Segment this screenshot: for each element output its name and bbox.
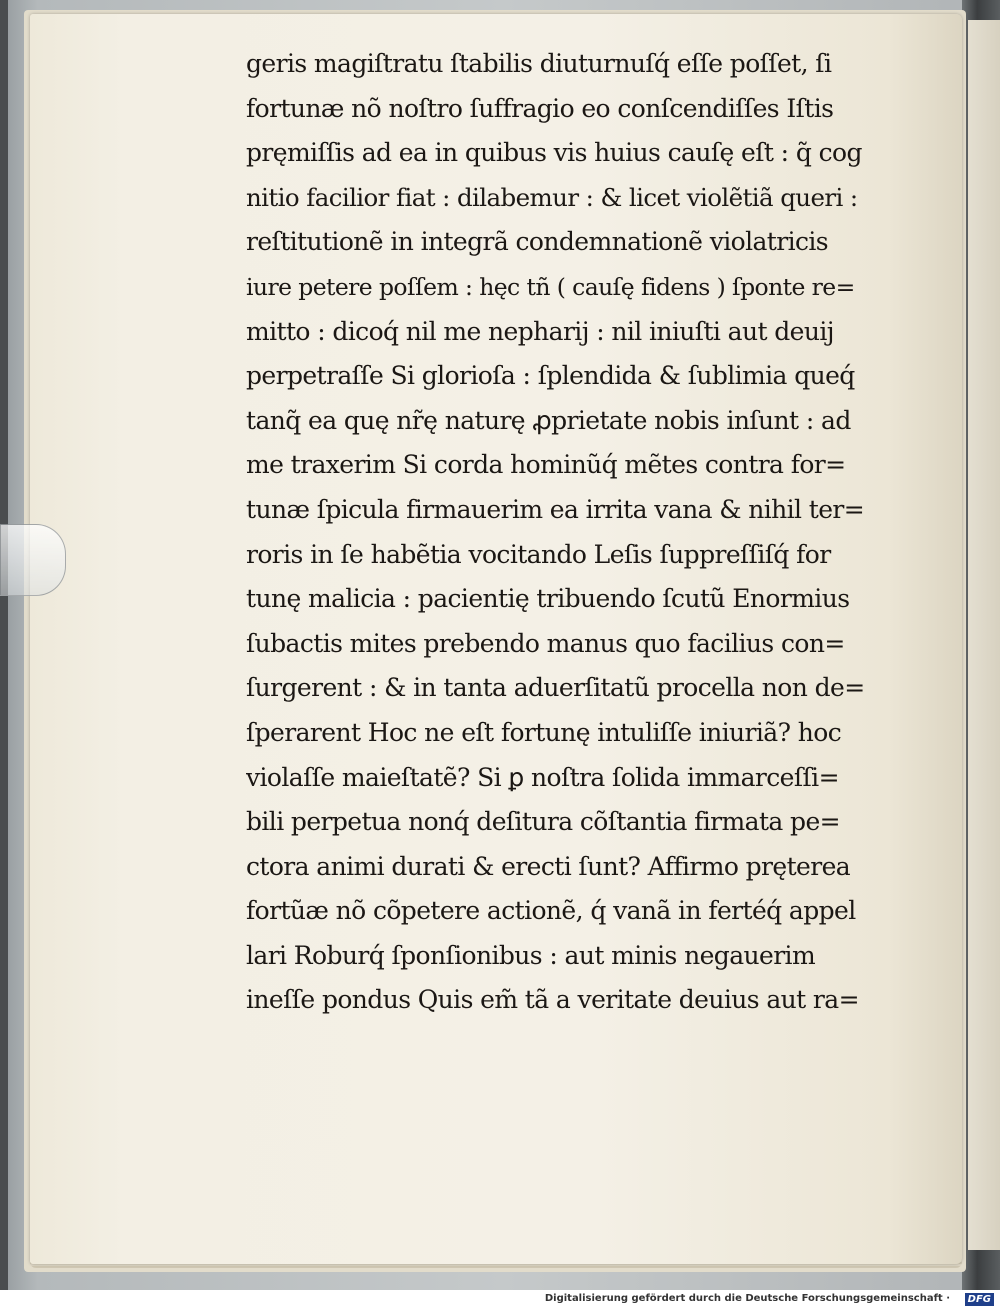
text-line: nitio facilior fiat : dilabemur : & licet violẽtiã queri :: [246, 182, 858, 212]
text-line: perpetraſſe Si glorioſa : ſplendida & ſublimia queq́: [246, 361, 855, 391]
text-line: ineſſe pondus Quis em̃ tã a veritate deuius aut ra=: [246, 985, 859, 1015]
text-line: fortunæ nõ noſtro ſuffragio eo conſcendiſſes Iſtis: [246, 93, 834, 123]
text-line: ctora animi durati & erecti ſunt? Affirmo pręterea: [246, 851, 851, 881]
text-line: iure petere poſſem : hęc tñ ( cauſę fidens ) ſponte re=: [246, 272, 855, 301]
text-line: roris in ſe habẽtia vocitando Leſis ſuppreſſiſq́ for: [246, 539, 831, 569]
text-line: ſubactis mites prebendo manus quo facilius con=: [246, 628, 845, 658]
digitization-footer: [0, 1290, 1000, 1309]
text-line: ſperarent Hoc ne eſt fortunę intuliſſe iniuriã? hoc: [246, 717, 842, 747]
text-line: bili perpetua nonq́ deſitura cõſtantia firmata pe=: [246, 807, 840, 837]
text-line: geris magiſtratu ſtabilis diuturnuſq́ eſſe poſſet, ſi: [246, 49, 832, 78]
text-line: reſtitutionẽ in integrã condemnationẽ violatricis: [246, 227, 829, 257]
funding-credit: Digitalisierung gefördert durch die Deutsche Forschungsgemeinschaft ·: [544, 1293, 950, 1304]
text-line: tunæ ſpicula firmauerim ea irrita vana & nihil ter=: [246, 494, 865, 524]
text-line: lari Roburq́ ſponſionibus : aut minis negauerim: [246, 940, 816, 970]
text-line: mitto : dicoq́ nil me nepharij : nil iniuſti aut deuij: [246, 316, 834, 346]
text-line: violaſſe maieſtatẽ? Si ꝑ noſtra ſolida immarceſſi=: [246, 762, 839, 792]
text-line: me traxerim Si corda hominũq́ mẽtes contra for=: [246, 450, 846, 480]
page-text-block: [246, 42, 866, 1023]
facing-leaf-edge: [968, 20, 1000, 1250]
dfg-logo: DFG: [965, 1293, 994, 1306]
text-line: fortũæ nõ cõpetere actionẽ, q́ vanã in fertéq́ appel: [246, 896, 856, 926]
text-line: tunę malicia : pacientię tribuendo ſcutũ Enormius: [246, 584, 850, 614]
text-line: ſurgerent : & in tanta aduerſitatũ procella non de=: [246, 673, 865, 703]
page-clip: [0, 524, 66, 596]
text-line: tanq̃ ea quę nr̃ę naturę ꝓprietate nobis inſunt : ad: [246, 405, 851, 435]
text-line: pręmiſſis ad ea in quibus vis huius cauſę eſt : q̃ cog: [246, 138, 862, 168]
